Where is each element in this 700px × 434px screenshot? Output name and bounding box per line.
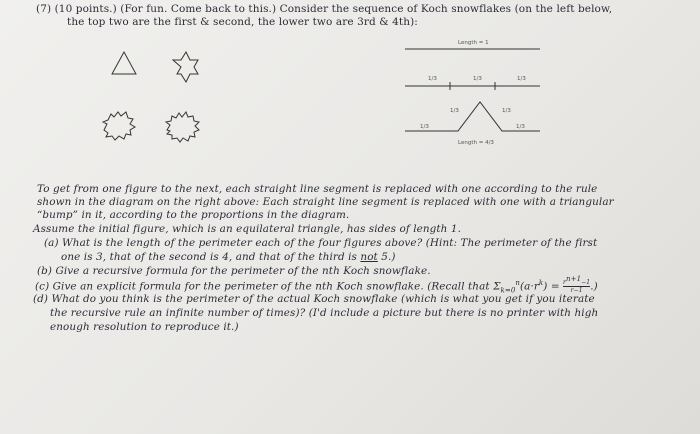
sum-term: (a·r: [520, 280, 539, 293]
question-a-line-2: [61, 251, 396, 263]
seg-label-2: 1/3: [473, 76, 482, 82]
paragraph-line-2: shown in the diagram on the right above: Each straight line segment is replaced with one with a triangular: [37, 196, 614, 208]
question-d-line-2: the recursive rule an infinite number of times)? (I'd include a picture but there is no printer with high: [50, 307, 599, 319]
length-1-label: Length = 1: [458, 40, 489, 46]
bump-label-base-left: 1/3: [420, 124, 429, 130]
frac-denominator: r−1: [570, 287, 583, 294]
sum-lower: k=0: [500, 286, 516, 295]
frac-exponent: n+1: [566, 275, 582, 283]
paragraph-line-4: Assume the initial figure, which is an equilateral triangle, has sides of length 1.: [33, 223, 461, 235]
bump-label-right: 1/3: [502, 108, 511, 114]
question-d-line-3: enough resolution to reproduce it.): [50, 321, 239, 333]
problem-header-cont: the top two are the first & second, the lower two are 3rd & 4th):: [67, 16, 418, 28]
bump-label-base-right: 1/3: [516, 124, 525, 130]
question-c-end: .): [590, 280, 598, 293]
question-c: [35, 275, 598, 295]
frac-numerator-tail: −1: [581, 279, 591, 286]
sum-exponent: k: [538, 279, 544, 288]
question-d-line-1: (d) What do you think is the perimeter of the actual Koch snowflake (which is what you get if you iterate: [33, 293, 595, 305]
frac-numerator: r: [563, 279, 567, 286]
paragraph-line-1: To get from one figure to the next, each straight line segment is replaced with one according to the rule: [37, 183, 598, 195]
question-b: (b) Give a recursive formula for the perimeter of the nth Koch snowflake.: [37, 265, 431, 277]
sum-upper: n: [515, 279, 520, 288]
length-4-3-label: Length = 4/3: [458, 140, 494, 146]
seg-label-1: 1/3: [428, 76, 437, 82]
not-emphasis: not: [360, 251, 378, 263]
seg-label-3: 1/3: [517, 76, 526, 82]
question-a-line-1: (a) What is the length of the perimeter each of the four figures above? (Hint: The perimeter of the first: [44, 237, 598, 249]
question-a-end: 5.): [377, 251, 396, 263]
paragraph-line-3: “bump” in it, according to the proportions in the diagram.: [37, 209, 350, 221]
sum-equals: ) =: [543, 280, 564, 293]
problem-header: (7) (10 points.) (For fun. Come back to this.) Consider the sequence of Koch snowflakes (on the left below,: [36, 3, 613, 15]
bump-label-left: 1/3: [450, 108, 459, 114]
question-c-text: (c) Give an explicit formula for the perimeter of the nth Koch snowflake. (Recall that Σ: [35, 280, 501, 293]
question-a-text: one is 3, that of the second is 4, and that of the third is: [61, 251, 361, 263]
